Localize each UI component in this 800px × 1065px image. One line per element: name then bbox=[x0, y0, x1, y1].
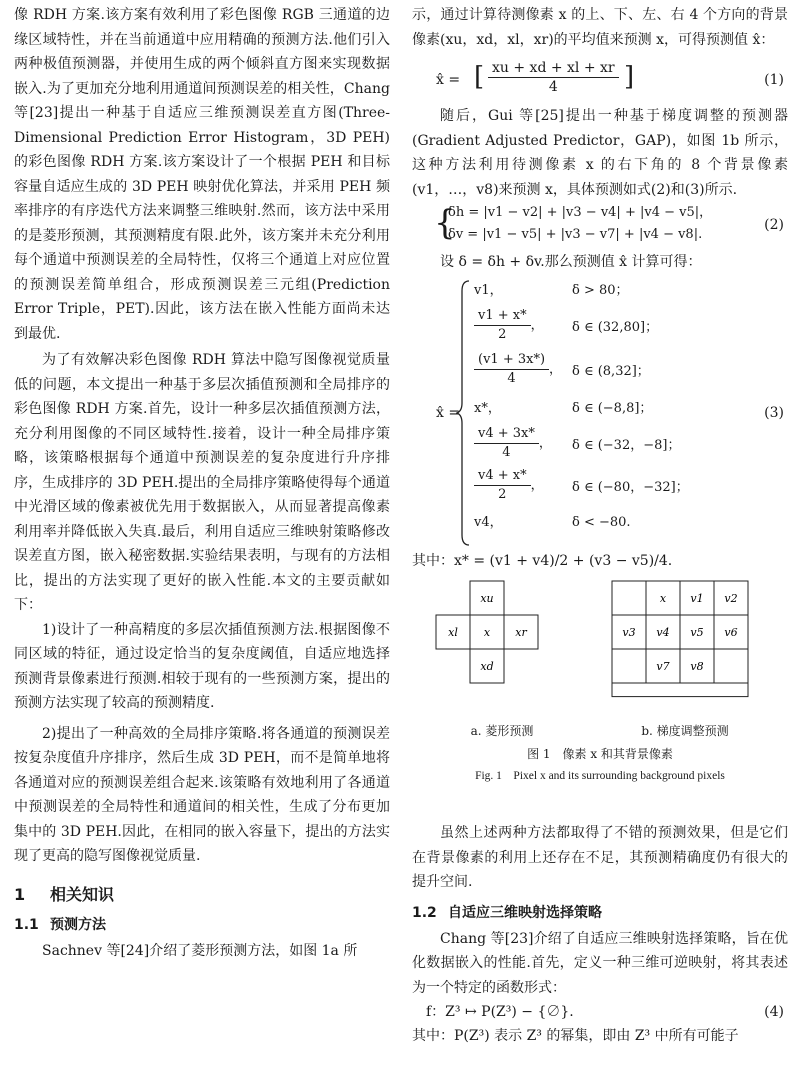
section-heading bbox=[14, 883, 390, 907]
equation-fraction bbox=[488, 59, 619, 96]
fraction-denominator: 4 bbox=[507, 370, 516, 386]
paragraph: 1)设计了一种高精度的多层次插值预测方法.根据图像不同区域的特征，通过设定恰当的复杂度阈值，自适应地选择预测背景像素进行预测.相较于现有的一些预测方案，提出的预测方法实现了较高的预测精度. bbox=[14, 621, 390, 711]
pixel-label-v3: v3 bbox=[622, 626, 636, 639]
equation-1: x̂ = [ $\frac{xu + xd + xl + xr}{4}$ ] (1) bbox=[436, 60, 784, 95]
pixel-label-x: x bbox=[659, 592, 667, 605]
case-tail: ， bbox=[538, 435, 552, 451]
subsection-number: 1.2 bbox=[412, 904, 437, 921]
equation-number: (2) bbox=[764, 217, 784, 233]
equation-4 bbox=[412, 1000, 788, 1024]
section-title: 相关知识 bbox=[50, 884, 115, 904]
case-condition: δ ∈ (32,80]； bbox=[572, 319, 659, 335]
case-condition: δ > 80； bbox=[572, 282, 629, 298]
fraction-numerator: v4 + 3x* bbox=[474, 425, 539, 444]
paragraph: 示，通过计算待测像素 x 的上、下、左、右 4 个方向的背景像素(xu，xd，xl，xr)的平均值来预测 x，可得预测值 x̂： bbox=[412, 7, 788, 48]
case-condition: δ ∈ (8,32]； bbox=[572, 363, 650, 379]
case-condition: δ ∈ (−32，−8]； bbox=[572, 437, 681, 453]
pixel-label-v5: v5 bbox=[690, 626, 704, 639]
figure-caption-cn: 图 1 像素 x 和其背景像素 bbox=[527, 747, 673, 761]
subsection-title: 预测方法 bbox=[50, 916, 106, 933]
diamond-prediction-grid bbox=[436, 581, 538, 683]
case-expression bbox=[474, 351, 562, 388]
paragraph: 2)提出了一种高效的全局排序策略.将各通道的预测误差按复杂度值升序排序，然后生成 3D PEH，而不是简单地将各通道对应的预测误差组合起来.该策略有效地利用了各通道中预测误差的全局特性和通道间的相关性，生成了分布更加集中的 3D PEH.因此，在相同的嵌入容量下，提出的方法实现了更高的隐写图像视觉质量. bbox=[14, 725, 390, 864]
left-column bbox=[14, 0, 390, 963]
case-expression bbox=[474, 425, 552, 462]
case-tail: ， bbox=[530, 477, 544, 493]
pixel-label-xr: xr bbox=[515, 626, 527, 639]
pixel-label-v2: v2 bbox=[724, 592, 738, 605]
subsection-title: 自适应三维映射选择策略 bbox=[448, 904, 602, 921]
grid-cell bbox=[612, 581, 646, 615]
equation-body: f：Z³ ↦ P(Z³) − {∅}. bbox=[426, 1004, 574, 1020]
subsection-number: 1.1 bbox=[14, 916, 39, 933]
paragraph: 虽然上述两种方法都取得了不错的预测效果，但是它们在背景像素的利用上还存在不足，其预测精确度仍有很大的提升空间. bbox=[412, 825, 788, 890]
grid-cell bbox=[612, 649, 646, 683]
case-tail: ， bbox=[549, 361, 563, 377]
fraction-denominator: 2 bbox=[498, 486, 507, 502]
case-expression: x*， bbox=[474, 400, 501, 416]
fraction-denominator: 2 bbox=[498, 326, 507, 342]
paragraph: 随后，Gui 等[25]提出一种基于梯度调整的预测器(Gradient Adjusted Predictor，GAP)，如图 1b 所示，这种方法利用待测像素 x 的右下角的 8 个背景像素(v1，…，v8)来预测 x，具体预测如式(2)和(3)所示. bbox=[412, 108, 788, 198]
pixel-label-v7: v7 bbox=[656, 660, 670, 673]
case-expression bbox=[474, 307, 544, 344]
paragraph: 其中：P(Z³) 表示 Z³ 的幂集，即由 Z³ 中所有可能子 bbox=[412, 1028, 739, 1044]
fraction-numerator: (v1 + 3x*) bbox=[474, 351, 549, 370]
case-condition: δ < −80. bbox=[572, 514, 631, 530]
case-tail: ， bbox=[530, 317, 544, 333]
equation-2: { δh = |v1 − v2| + |v3 − v4| + |v4 − v5|， δv = |v1 − v5| + |v3 − v7| + |v4 − v8|. (2) bbox=[412, 202, 788, 248]
figure-1 bbox=[412, 577, 788, 767]
grid-cell bbox=[714, 649, 748, 683]
case-expression: v1， bbox=[474, 282, 503, 298]
subfigure-b-label: b. 梯度调整预测 bbox=[641, 724, 729, 738]
case-condition: δ ∈ (−8,8]； bbox=[572, 400, 653, 416]
figure-1-diagrams bbox=[412, 579, 788, 719]
right-column bbox=[412, 0, 788, 1049]
case-expression: v4， bbox=[474, 514, 503, 530]
equation-lhs: x̂ = bbox=[436, 72, 461, 88]
fraction-denominator: 4 bbox=[548, 79, 558, 95]
paragraph: 其中：x* = (v1 + v4)/2 + (v3 − v5)/4. bbox=[412, 552, 673, 569]
pixel-label-xu: xu bbox=[480, 592, 494, 605]
fraction-numerator: v1 + x* bbox=[474, 307, 531, 326]
fraction-numerator: v4 + x* bbox=[474, 467, 531, 486]
large-brace bbox=[456, 279, 472, 547]
gradient-prediction-grid bbox=[612, 581, 748, 697]
paragraph: 像 RDH 方案.该方案有效利用了彩色图像 RGB 三通道的边缘区域特性，并在当前通道中应用精确的预测方法.他们引入两种极值预测器，并使用生成的两个倾斜直方图来实现数据嵌入.为了更加充分地利用通道间预测误差的相关性，Chang 等[23]提出一种基于自适应三维预测误差直方图(Three-Dimensional Prediction Error Histogram，3D PEH)的彩色图像 RDH 方案.该方案设计了一个根据 PEH 和目标容量自适应生成的 3D PEH 映射优化算法，并采用 PEH 频率排序的有序迭代方法来调整三维映射.然而，该方法中采用的是菱形预测，其预测精度有限.此外，该方案并未充分利用每个通道中预测误差的全局特性，仅将三个通道上对应位置的预测误差简单组合，形成预测误差三元组(Prediction Error Triple，PET).因此，该方法在嵌入性能方面尚未达到最优. bbox=[14, 7, 390, 342]
pixel-label-v1: v1 bbox=[690, 592, 704, 605]
equation-lhs: x̂ = bbox=[436, 404, 461, 421]
equation-3 bbox=[412, 279, 788, 547]
equation-number: (1) bbox=[764, 72, 784, 88]
pixel-label-xl: xl bbox=[448, 626, 458, 639]
pixel-label-v4: v4 bbox=[656, 626, 670, 639]
case-expression bbox=[474, 467, 544, 504]
paragraph: Chang 等[23]介绍了自适应三维映射选择策略，旨在优化数据嵌入的性能.首先，定义一种三维可逆映射，将其表述为一个特定的函数形式： bbox=[412, 930, 788, 996]
equation-number: (4) bbox=[764, 1004, 784, 1020]
equation-line: δv = |v1 − v5| + |v3 − v7| + |v4 − v8|. bbox=[448, 227, 703, 242]
case-condition: δ ∈ (−80，−32]； bbox=[572, 479, 689, 495]
paragraph: 为了有效解决彩色图像 RDH 算法中隐写图像视觉质量低的问题，本文提出一种基于多层次插值预测和全局排序的彩色图像 RDH 方案.首先，设计一种多层次插值预测方法，充分利用图像的不同区域特性.接着，设计一种全局排序策略，该策略根据每个通道中预测误差的复杂度进行升序排序，生成排序的 3D PEH.提出的全局排序策略使得每个通道中光滑区域的像素被优先用于数据嵌入，从而显著提高像素利用率并降低嵌入失真.最后，利用自适应三维映射策略修改误差直方图，嵌入秘密数据.实验结果表明，与现有的方法相比，提出的方法实现了更好的嵌入性能.本文的主要贡献如下： bbox=[14, 352, 390, 613]
equation-line: δh = |v1 − v2| + |v3 − v4| + |v4 − v5|， bbox=[448, 205, 713, 220]
section-number: 1 bbox=[14, 884, 26, 904]
subsection-heading bbox=[412, 901, 788, 925]
pixel-label-v8: v8 bbox=[690, 660, 704, 673]
fraction-denominator: 4 bbox=[502, 444, 511, 460]
paragraph: Sachnev 等[24]介绍了菱形预测方法，如图 1a 所 bbox=[42, 942, 358, 959]
figure-caption-en: Fig. 1 Pixel x and its surrounding background pixels bbox=[475, 770, 725, 782]
subsection-heading bbox=[14, 913, 390, 937]
pixel-label-v6: v6 bbox=[724, 626, 738, 639]
pixel-label-xd: xd bbox=[480, 660, 494, 673]
pixel-label-x: x bbox=[483, 626, 491, 639]
subfigure-a-label: a. 菱形预测 bbox=[470, 724, 534, 738]
equation-number: (3) bbox=[764, 404, 784, 421]
paragraph: 设 δ = δh + δv.那么预测值 x̂ 计算可得： bbox=[440, 254, 702, 270]
fraction-numerator: xu + xd + xl + xr bbox=[488, 59, 619, 78]
